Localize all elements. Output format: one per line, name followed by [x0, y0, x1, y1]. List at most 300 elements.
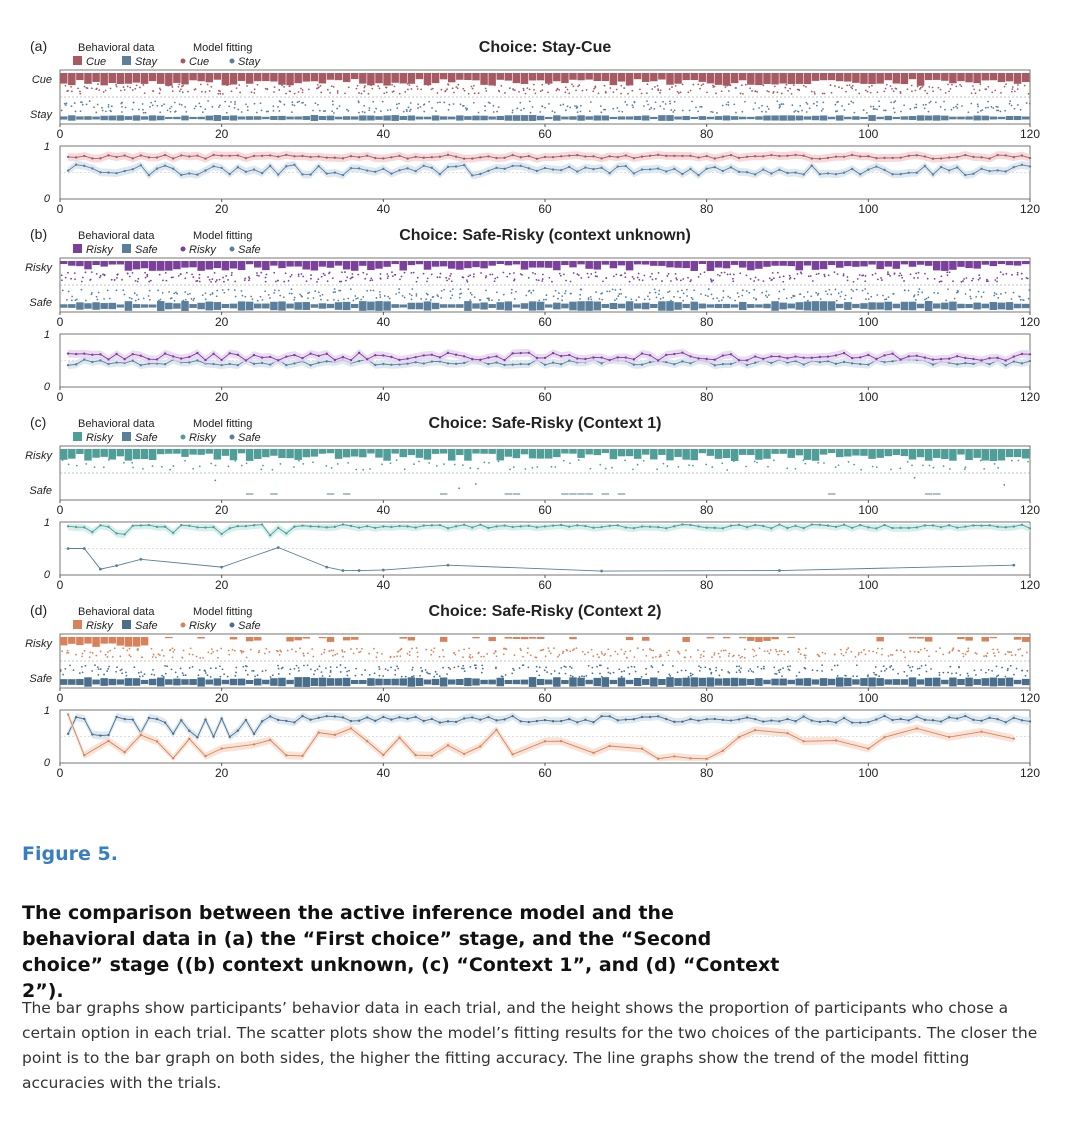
bar-x-tick-label: 80 — [699, 127, 714, 141]
scatter-top — [877, 648, 879, 650]
line-x-tick-label: 0 — [56, 390, 64, 404]
bar-bottom — [400, 304, 407, 307]
scatter-bottom — [783, 288, 785, 290]
scatter-top — [858, 93, 860, 95]
bar-bottom — [367, 116, 374, 121]
scatter-top — [285, 93, 287, 95]
bar-top — [214, 449, 221, 460]
accuracy-top-point — [891, 352, 893, 354]
accuracy-risky-point — [253, 524, 255, 526]
accuracy-risky-point — [414, 526, 416, 528]
accuracy-risky-point — [180, 524, 182, 526]
accuracy-risky-point — [786, 527, 788, 529]
accuracy-safe-point — [633, 718, 635, 720]
scatter-bottom — [810, 295, 812, 297]
y-tick-label-1: 1 — [43, 141, 50, 153]
scatter-top — [783, 654, 785, 656]
bar-top — [303, 449, 310, 457]
accuracy-top-point — [641, 352, 643, 354]
bar-bottom — [602, 677, 609, 687]
scatter-bottom — [98, 668, 100, 670]
scatter-bottom — [1010, 665, 1012, 667]
bar-top — [731, 73, 738, 83]
scatter-top — [533, 84, 535, 86]
accuracy-safe-point — [423, 720, 425, 722]
scatter-top — [718, 653, 720, 655]
scatter-bottom — [234, 289, 236, 291]
bar-x-tick-label: 20 — [214, 127, 229, 141]
scatter-bottom — [892, 293, 894, 295]
bar-bottom — [642, 115, 649, 120]
scatter-bottom — [923, 104, 925, 106]
scatter-bottom — [322, 675, 324, 677]
bar-top — [497, 73, 504, 80]
accuracy-bottom-point — [811, 165, 813, 167]
scatter-top — [445, 277, 447, 279]
accuracy-risky-point — [204, 526, 206, 528]
scatter-top — [152, 656, 154, 658]
bar-top — [634, 261, 641, 264]
scatter-bottom — [234, 107, 236, 109]
scatter-top — [994, 279, 996, 281]
bar-top — [836, 449, 843, 457]
bar-top — [513, 637, 520, 639]
accuracy-bottom-point — [172, 167, 174, 169]
scatter-top — [220, 648, 222, 650]
line-x-tick-label: 0 — [56, 766, 64, 780]
scatter-bottom — [125, 671, 127, 673]
accuracy-bottom-point — [996, 169, 998, 171]
scatter-bottom — [115, 671, 117, 673]
bar-top — [618, 73, 625, 82]
scatter-top — [551, 466, 553, 468]
bar-top — [691, 449, 698, 460]
scatter-top — [217, 93, 219, 95]
scatter-top — [391, 84, 393, 86]
accuracy-top-point — [398, 359, 400, 361]
accuracy-risky-point — [212, 526, 214, 528]
accuracy-bottom-point — [560, 363, 562, 365]
scatter-bottom — [886, 668, 888, 670]
scatter-bottom — [450, 297, 452, 299]
scatter-top — [994, 89, 996, 91]
scatter-bottom — [766, 106, 768, 108]
scatter-bottom — [708, 288, 710, 290]
accuracy-top-point — [875, 358, 877, 360]
scatter-bottom — [763, 666, 765, 668]
scatter-top — [947, 274, 949, 276]
scatter-top — [652, 657, 654, 659]
scatter-bottom — [543, 299, 545, 301]
accuracy-top-point — [568, 354, 570, 356]
accuracy-risky-point — [261, 523, 263, 525]
scatter-bottom — [429, 673, 431, 675]
accuracy-bottom-point — [487, 170, 489, 172]
scatter-top — [87, 87, 89, 89]
scatter-top — [126, 650, 128, 652]
scatter-top — [509, 87, 511, 89]
scatter-top — [964, 468, 966, 470]
bar-bottom — [68, 304, 75, 308]
line-x-tick-label: 120 — [1019, 766, 1041, 780]
scatter-top — [919, 88, 921, 90]
bar-top — [779, 73, 786, 84]
scatter-bottom — [967, 675, 969, 677]
bar-bottom — [973, 116, 980, 121]
scatter-bottom — [821, 670, 823, 672]
accuracy-top-point — [350, 155, 352, 157]
scatter-top — [529, 88, 531, 90]
scatter-bottom — [1007, 669, 1009, 671]
scatter-bottom — [198, 674, 200, 676]
accuracy-risky-point — [366, 740, 368, 742]
accuracy-top-point — [859, 155, 861, 157]
accuracy-safe-point — [220, 566, 223, 569]
legend-swatch-bottom — [122, 432, 131, 441]
bar-top — [957, 261, 964, 267]
scatter-bottom — [906, 675, 908, 677]
bar-top — [165, 637, 172, 638]
bar-top — [852, 449, 859, 456]
scatter-top — [641, 93, 643, 95]
scatter-bottom — [1028, 298, 1030, 300]
bar-top — [998, 73, 1005, 82]
accuracy-top-point — [140, 354, 142, 356]
scatter-top — [871, 85, 873, 87]
bar-bottom — [747, 304, 754, 308]
scatter-bottom — [761, 111, 763, 113]
bar-top — [165, 73, 172, 86]
scatter-top — [745, 466, 747, 468]
scatter-bottom — [177, 676, 179, 678]
scatter-top — [590, 273, 592, 275]
scatter-top — [892, 654, 894, 656]
panel-title: Choice: Safe-Risky (context unknown) — [399, 227, 691, 244]
scatter-top — [369, 280, 371, 282]
bar-bottom — [893, 679, 900, 685]
bar-bottom — [933, 494, 940, 495]
accuracy-risky-point — [689, 524, 691, 526]
bar-bottom — [480, 680, 487, 684]
scatter-top — [735, 87, 737, 89]
scatter-top — [712, 279, 714, 281]
bar-bottom — [804, 678, 811, 686]
accuracy-risky-point — [447, 744, 449, 746]
accuracy-top-point — [520, 352, 522, 354]
scatter-bottom — [697, 111, 699, 113]
scatter-top — [704, 271, 706, 273]
bar-x-tick-label: 20 — [214, 315, 229, 329]
bar-bottom — [189, 679, 196, 685]
scatter-top — [521, 274, 523, 276]
scatter-top — [265, 88, 267, 90]
bar-top — [238, 261, 245, 270]
scatter-top — [178, 86, 180, 88]
bar-x-tick-label: 60 — [538, 503, 552, 517]
accuracy-risky-point — [107, 740, 109, 742]
scatter-top — [273, 272, 275, 274]
scatter-top — [701, 84, 703, 86]
scatter-bottom — [148, 295, 150, 297]
bar-top — [189, 73, 196, 80]
accuracy-safe-point — [83, 547, 86, 550]
bar-bottom — [965, 116, 972, 119]
scatter-top — [723, 650, 725, 652]
bar-x-tick-label: 60 — [538, 315, 552, 329]
accuracy-risky-point — [471, 526, 473, 528]
accuracy-bottom-point — [883, 169, 885, 171]
scatter-top — [215, 465, 217, 467]
scatter-top — [818, 655, 820, 657]
scatter-top — [153, 654, 155, 656]
scatter-bottom — [62, 674, 64, 676]
bar-bottom — [917, 679, 924, 684]
scatter-bottom — [270, 676, 272, 678]
accuracy-risky-point — [988, 524, 990, 526]
accuracy-top-point — [156, 156, 158, 158]
scatter-bottom — [975, 296, 977, 298]
bar-top — [359, 73, 366, 84]
bar-top — [537, 73, 544, 80]
accuracy-safe-point — [439, 721, 441, 723]
accuracy-top-point — [794, 355, 796, 357]
scatter-bottom — [478, 112, 480, 114]
scatter-top — [525, 93, 527, 95]
scatter-top — [675, 85, 677, 87]
bar-top — [755, 449, 762, 460]
bar-bottom — [561, 680, 568, 684]
scatter-top — [449, 275, 451, 277]
bar-bottom — [577, 301, 584, 311]
accuracy-bottom-point — [269, 363, 271, 365]
bar-top — [60, 73, 67, 84]
scatter-bottom — [554, 111, 556, 113]
bar-bottom — [933, 678, 940, 687]
bar-top — [723, 73, 730, 86]
scatter-top — [626, 657, 628, 659]
bar-top — [925, 261, 932, 266]
scatter-bottom — [173, 293, 175, 295]
scatter-top — [531, 467, 533, 469]
bar-bottom — [286, 304, 293, 309]
bar-top — [488, 637, 495, 641]
scatter-top — [330, 650, 332, 652]
bar-top — [416, 73, 423, 79]
scatter-bottom — [558, 672, 560, 674]
bar-top — [763, 261, 770, 267]
accuracy-risky-point — [511, 753, 513, 755]
accuracy-top-point — [528, 155, 530, 157]
scatter-bottom — [307, 297, 309, 299]
scatter-bottom — [577, 111, 579, 113]
scatter-bottom — [890, 665, 892, 667]
scatter-bottom — [268, 294, 270, 296]
scatter-top — [596, 276, 598, 278]
bar-top — [585, 261, 592, 269]
scatter-top — [404, 272, 406, 274]
scatter-bottom — [827, 293, 829, 295]
bar-top — [286, 73, 293, 85]
bar-top — [246, 637, 253, 641]
scatter-top — [782, 281, 784, 283]
legend-model-top: Risky — [189, 432, 216, 444]
bar-bottom — [569, 116, 576, 119]
scatter-top — [155, 657, 157, 659]
legend-entry-top: Cue — [86, 56, 107, 68]
bar-top — [319, 449, 326, 454]
scatter-top — [277, 650, 279, 652]
bar-top — [707, 449, 714, 456]
accuracy-bottom-point — [891, 360, 893, 362]
figure-label: Figure 5. — [22, 843, 118, 865]
scatter-bottom — [985, 672, 987, 674]
scatter-top — [324, 649, 326, 651]
bar-bottom — [666, 115, 673, 121]
scatter-top — [1024, 85, 1026, 87]
scatter-bottom — [291, 288, 293, 290]
scatter-top — [899, 467, 901, 469]
bar-bottom — [545, 304, 552, 307]
scatter-top — [644, 275, 646, 277]
scatter-bottom — [247, 106, 249, 108]
scatter-top — [922, 86, 924, 88]
bar-top — [788, 261, 795, 266]
accuracy-top-point — [487, 155, 489, 157]
scatter-bottom — [599, 298, 601, 300]
bar-bottom — [230, 115, 237, 120]
scatter-bottom — [754, 102, 756, 104]
scatter-top — [321, 276, 323, 278]
bar-x-tick-label: 120 — [1019, 127, 1041, 141]
scatter-top — [397, 651, 399, 653]
bar-top — [262, 73, 269, 81]
scatter-bottom — [626, 104, 628, 106]
accuracy-top-point — [891, 157, 893, 159]
accuracy-bottom-point — [390, 364, 392, 366]
scatter-top — [337, 92, 339, 94]
scatter-top — [703, 655, 705, 657]
bar-top — [278, 73, 285, 85]
scatter-bottom — [480, 299, 482, 301]
scatter-bottom — [686, 289, 688, 291]
bar-top — [270, 73, 277, 82]
scatter-top — [332, 655, 334, 657]
accuracy-risky-point — [350, 727, 352, 729]
accuracy-bottom-point — [520, 363, 522, 365]
accuracy-top-point — [212, 353, 214, 355]
bar-top — [901, 449, 908, 456]
bar-top — [343, 637, 350, 640]
accuracy-safe-point — [479, 718, 481, 720]
scatter-bottom — [442, 667, 444, 669]
scatter-top — [898, 275, 900, 277]
scatter-bottom — [1011, 105, 1013, 107]
bar-bottom — [844, 678, 851, 686]
accuracy-bottom-point — [843, 361, 845, 363]
accuracy-safe-point — [503, 718, 505, 720]
scatter-top — [642, 279, 644, 281]
scatter-top — [779, 650, 781, 652]
scatter-top — [493, 653, 495, 655]
bar-bottom — [634, 303, 641, 308]
bar-top — [464, 73, 471, 80]
scatter-bottom — [835, 289, 837, 291]
accuracy-risky-point — [1005, 526, 1007, 528]
scatter-top — [654, 86, 656, 88]
scatter-bottom — [822, 101, 824, 103]
bar-bottom — [763, 680, 770, 684]
accuracy-risky-point — [600, 526, 602, 528]
scatter-bottom — [505, 674, 507, 676]
scatter-top — [992, 648, 994, 650]
scatter-top — [963, 278, 965, 280]
scatter-bottom — [347, 110, 349, 112]
scatter-bottom — [958, 667, 960, 669]
scatter-top — [121, 279, 123, 281]
scatter-top — [439, 656, 441, 658]
scatter-bottom — [343, 298, 345, 300]
accuracy-safe-point — [608, 715, 610, 717]
bar-bottom — [812, 679, 819, 684]
scatter-top — [853, 464, 855, 466]
scatter-top — [732, 278, 734, 280]
scatter-bottom — [752, 671, 754, 673]
legend-behavioral-title: Behavioral data — [78, 230, 155, 242]
scatter-bottom — [300, 295, 302, 297]
scatter-bottom — [982, 109, 984, 111]
accuracy-bottom-point — [916, 172, 918, 174]
scatter-top — [697, 649, 699, 651]
scatter-bottom — [579, 676, 581, 678]
scatter-top — [914, 651, 916, 653]
scatter-top — [416, 647, 418, 649]
scatter-bottom — [925, 664, 927, 666]
scatter-top — [470, 657, 472, 659]
scatter-bottom — [830, 294, 832, 296]
bar-top — [109, 73, 116, 83]
accuracy-bottom-point — [237, 364, 239, 366]
scatter-top — [841, 653, 843, 655]
scatter-top — [291, 274, 293, 276]
scatter-bottom — [369, 674, 371, 676]
bar-bottom — [723, 304, 730, 308]
bar-top — [311, 449, 318, 457]
line-x-tick-label: 100 — [858, 390, 879, 404]
bar-bottom — [165, 117, 172, 119]
scatter-top — [926, 650, 928, 652]
scatter-top — [409, 654, 411, 656]
scatter-bottom — [816, 105, 818, 107]
scatter-top — [565, 86, 567, 88]
scatter-top — [542, 278, 544, 280]
accuracy-top-point — [212, 154, 214, 156]
scatter-top — [541, 84, 543, 86]
bar-top — [286, 637, 293, 641]
accuracy-risky-point — [689, 757, 691, 759]
scatter-bottom — [460, 288, 462, 290]
scatter-top — [128, 654, 130, 656]
scatter-top — [846, 84, 848, 86]
scatter-bottom — [716, 297, 718, 299]
scatter-top — [342, 651, 344, 653]
scatter-top — [376, 656, 378, 658]
scatter-top — [631, 90, 633, 92]
scatter-bottom — [665, 103, 667, 105]
scatter-top — [867, 91, 869, 93]
scatter-bottom — [411, 676, 413, 678]
bar-top — [998, 449, 1005, 460]
scatter-top — [468, 647, 470, 649]
